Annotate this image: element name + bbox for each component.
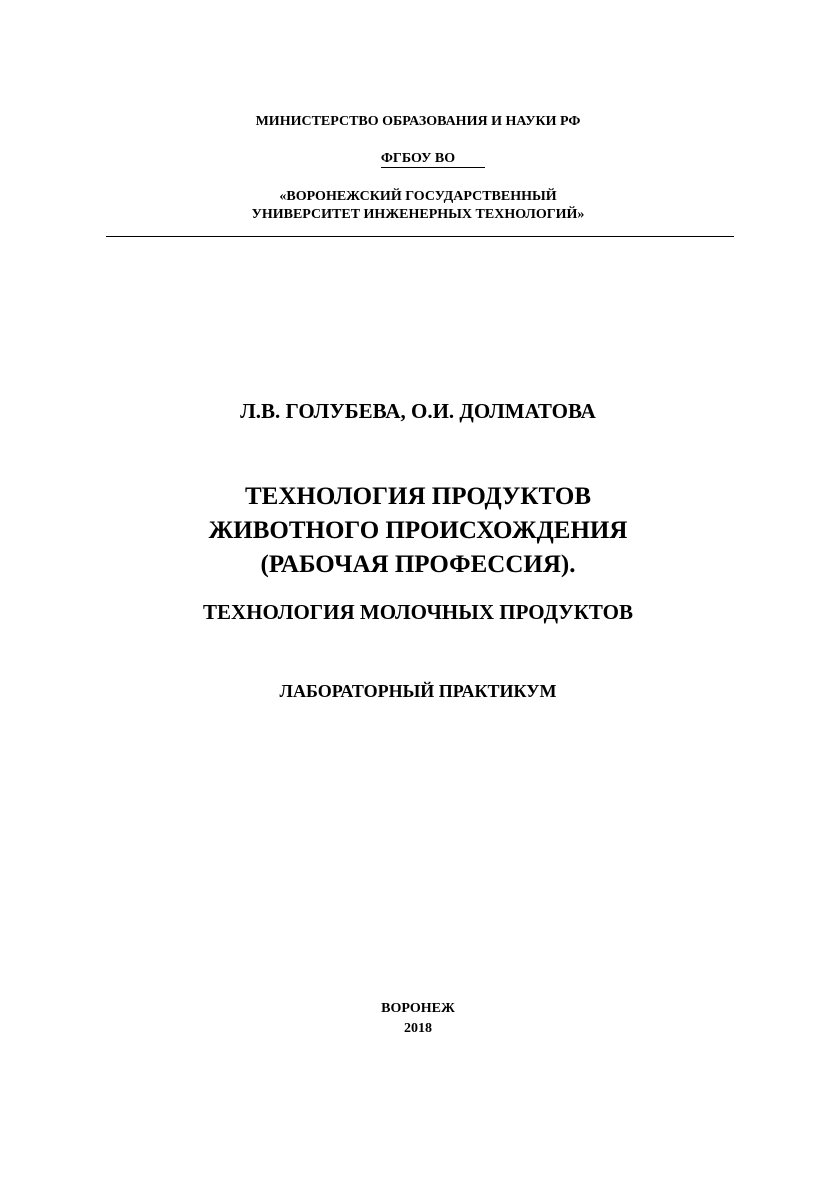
university-name-line1: «ВОРОНЕЖСКИЙ ГОСУДАРСТВЕННЫЙ xyxy=(279,189,557,204)
year: 2018 xyxy=(404,1021,432,1036)
university-name-line2: УНИВЕРСИТЕТ ИНЖЕНЕРНЫХ ТЕХНОЛОГИЙ» xyxy=(251,207,585,222)
title-line3: (РАБОЧАЯ ПРОФЕССИЯ). xyxy=(260,551,576,578)
institution-type: ФГБОУ ВО xyxy=(381,151,485,168)
header-divider xyxy=(106,236,734,237)
city: ВОРОНЕЖ xyxy=(381,1001,455,1016)
title-line2: ЖИВОТНОГО ПРОИСХОЖДЕНИЯ xyxy=(208,517,628,544)
publication-type: ЛАБОРАТОРНЫЙ ПРАКТИКУМ xyxy=(279,681,557,701)
institution-type-line xyxy=(0,150,836,168)
authors: Л.В. ГОЛУБЕВА, О.И. ДОЛМАТОВА xyxy=(240,399,596,423)
title-line1: ТЕХНОЛОГИЯ ПРОДУКТОВ xyxy=(245,483,591,510)
subtitle: ТЕХНОЛОГИЯ МОЛОЧНЫХ ПРОДУКТОВ xyxy=(203,600,633,624)
ministry-name: МИНИСТЕРСТВО ОБРАЗОВАНИЯ И НАУКИ РФ xyxy=(255,114,581,129)
